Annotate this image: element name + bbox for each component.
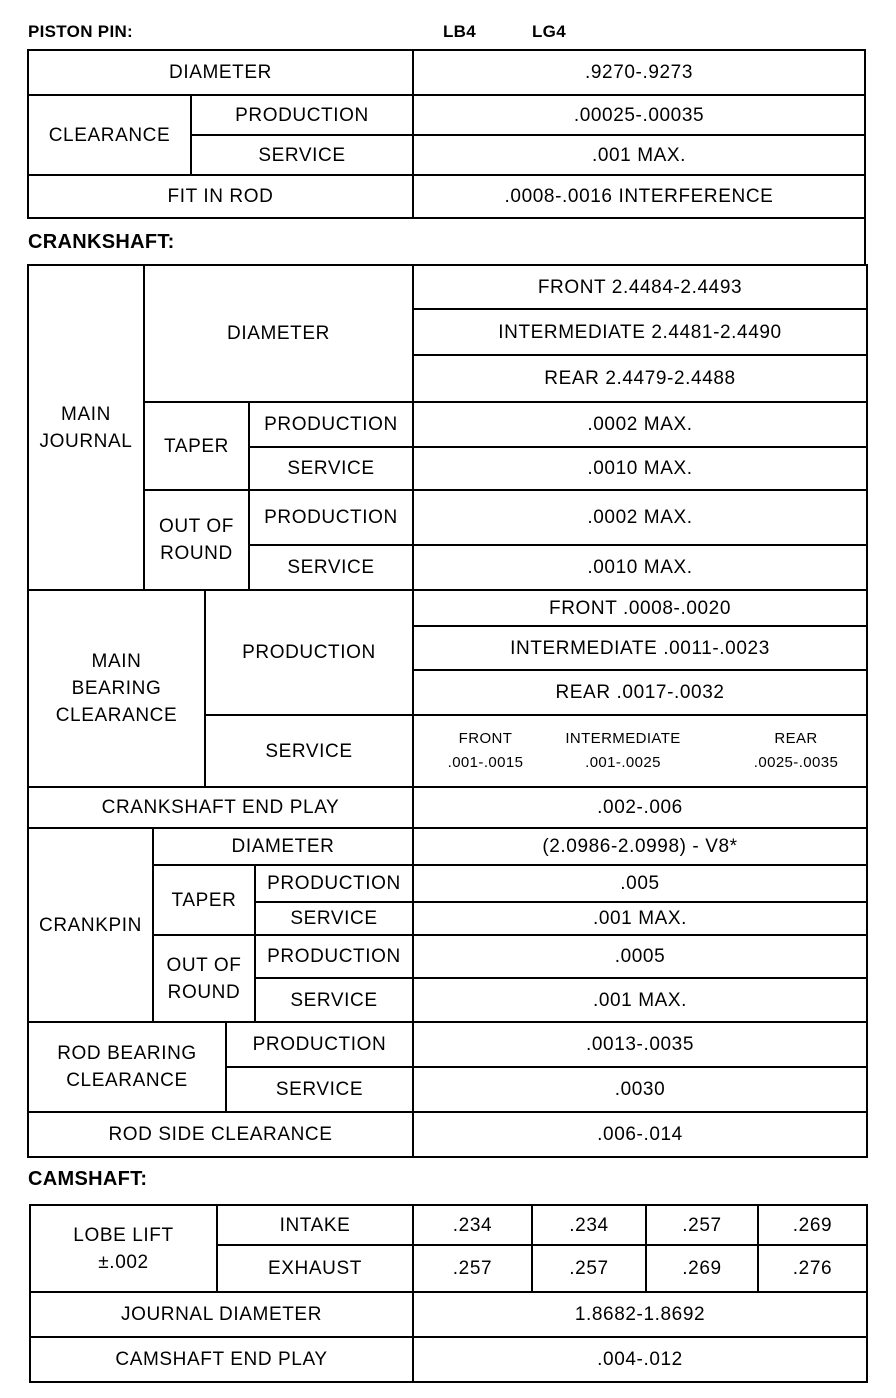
mb-service-front: FRONT .001-.0015 xyxy=(447,730,524,771)
cp-taper-service-label: SERVICE xyxy=(290,908,378,929)
intake-value-3: .257 xyxy=(682,1214,722,1236)
rb-service-value: .0030 xyxy=(614,1079,666,1100)
cp-taper-production-value: .005 xyxy=(620,873,660,894)
mj-taper-production-label: PRODUCTION xyxy=(264,414,398,435)
camshaft-end-play-label: CAMSHAFT END PLAY xyxy=(115,1349,328,1370)
rb-production-label: PRODUCTION xyxy=(252,1034,387,1055)
rod-side-clearance-label: ROD SIDE CLEARANCE xyxy=(108,1124,333,1145)
pp-diameter-label: DIAMETER xyxy=(169,62,272,83)
crankshaft-heading: CRANKSHAFT: xyxy=(28,231,175,253)
intake-value-2: .234 xyxy=(569,1214,609,1236)
mj-oor-service-label: SERVICE xyxy=(287,557,375,578)
cp-taper-production-label: PRODUCTION xyxy=(267,873,401,894)
mb-front-value: FRONT .0008-.0020 xyxy=(549,597,731,619)
mb-rear-value: REAR .0017-.0032 xyxy=(555,682,725,703)
exhaust-value-4: .276 xyxy=(792,1258,833,1279)
cp-oor-production-value: .0005 xyxy=(614,946,666,967)
cp-diameter-label: DIAMETER xyxy=(231,836,335,857)
intake-value-4: .269 xyxy=(792,1214,833,1236)
rod-bearing-clearance-label: ROD BEARING CLEARANCE xyxy=(57,1043,197,1091)
journal-diameter-value: 1.8682-1.8692 xyxy=(574,1304,706,1325)
mb-service-label: SERVICE xyxy=(265,740,353,762)
cp-oor-service-value: .001 MAX. xyxy=(592,989,688,1011)
exhaust-value-2: .257 xyxy=(569,1258,609,1279)
lobe-lift-label: LOBE LIFT ±.002 xyxy=(73,1224,174,1273)
pp-service-label: SERVICE xyxy=(258,144,346,166)
mj-oor-production-value: .0002 MAX. xyxy=(587,507,693,528)
cp-taper-service-value: .001 MAX. xyxy=(592,908,688,929)
pp-fit-value: .0008-.0016 INTERFERENCE xyxy=(504,186,774,207)
pp-production-value: .00025-.00035 xyxy=(573,104,705,126)
mb-intermediate-value: INTERMEDIATE .0011-.0023 xyxy=(510,637,770,659)
piston-pin-heading: PISTON PIN: xyxy=(28,22,134,41)
mb-production-label: PRODUCTION xyxy=(242,642,376,663)
camshaft-end-play-value: .004-.012 xyxy=(597,1349,683,1370)
mj-diameter-rear: REAR 2.4479-2.4488 xyxy=(544,368,736,389)
journal-diameter-label: JOURNAL DIAMETER xyxy=(120,1304,323,1325)
pp-clearance-label: CLEARANCE xyxy=(48,124,171,146)
mj-diameter-label: DIAMETER xyxy=(227,323,330,344)
main-bearing-clearance-label: MAIN BEARING CLEARANCE xyxy=(55,651,178,726)
rod-side-clearance-value: .006-.014 xyxy=(597,1124,683,1145)
column-header-lg4: LG4 xyxy=(532,22,566,41)
rb-production-value: .0013-.0035 xyxy=(585,1034,695,1055)
cp-oor-service-label: SERVICE xyxy=(290,989,378,1011)
rb-service-label: SERVICE xyxy=(275,1079,364,1100)
pp-fit-label: FIT IN ROD xyxy=(167,186,274,207)
column-header-lb4: LB4 xyxy=(443,22,477,41)
camshaft-heading: CAMSHAFT: xyxy=(28,1168,148,1190)
mj-oor-production-label: PRODUCTION xyxy=(264,507,398,528)
mj-diameter-intermediate: INTERMEDIATE 2.4481-2.4490 xyxy=(498,321,782,343)
exhaust-label: EXHAUST xyxy=(268,1258,362,1279)
cp-oor-production-label: PRODUCTION xyxy=(267,946,401,967)
mj-taper-service-label: SERVICE xyxy=(287,458,375,479)
crankpin-label: CRANKPIN xyxy=(39,914,142,936)
main-journal-label: MAIN JOURNAL xyxy=(39,403,133,452)
mj-out-of-round-label: OUT OF ROUND xyxy=(158,516,235,564)
pp-service-value: .001 MAX. xyxy=(591,144,687,166)
cp-diameter-value: (2.0986-2.0998) - V8* xyxy=(542,836,738,857)
exhaust-value-1: .257 xyxy=(452,1258,493,1279)
crankshaft-end-play-value: .002-.006 xyxy=(597,797,683,818)
exhaust-value-3: .269 xyxy=(682,1258,722,1279)
intake-value-1: .234 xyxy=(452,1214,493,1236)
mj-diameter-front: FRONT 2.4484-2.4493 xyxy=(537,276,743,298)
mb-service-rear: REAR .0025-.0035 xyxy=(753,730,839,771)
cp-taper-label: TAPER xyxy=(171,889,237,911)
crankshaft-end-play-label: CRANKSHAFT END PLAY xyxy=(101,797,340,818)
intake-label: INTAKE xyxy=(279,1214,351,1236)
mj-taper-label: TAPER xyxy=(164,435,229,457)
pp-production-label: PRODUCTION xyxy=(235,104,369,126)
cp-out-of-round-label: OUT OF ROUND xyxy=(166,954,242,1003)
mj-oor-service-value: .0010 MAX. xyxy=(587,557,693,578)
mj-taper-production-value: .0002 MAX. xyxy=(587,414,693,435)
mb-service-intermediate: INTERMEDIATE .001-.0025 xyxy=(565,730,681,771)
pp-diameter-value: .9270-.9273 xyxy=(584,62,694,83)
mj-taper-service-value: .0010 MAX. xyxy=(587,458,693,479)
